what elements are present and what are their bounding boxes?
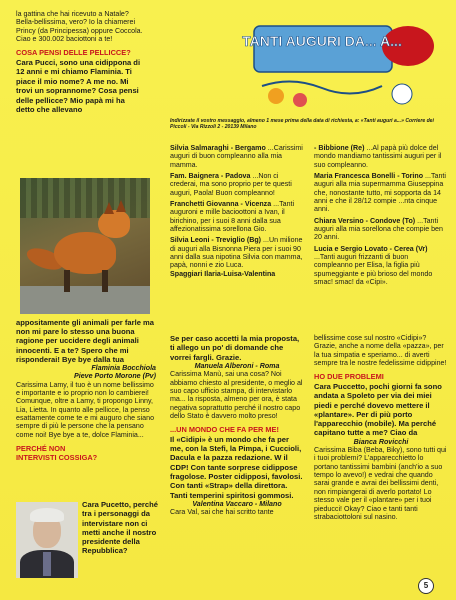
question-problemi: Cara Puccetto, pochi giorni fa sono andata a Spoleto per via dei miei piedi e perché dovevo mettere il «plantare». Per di più porto l'apparecchio (mobile). Ma perché capitano tutte a me? Ciao da (314, 381, 442, 438)
hair (30, 508, 64, 522)
answer-pellicce: Carissima Lamy, il tuo è un nome bellissimo e importante e io proprio non lo cambierei! Comunque, oltre a Lamy, ti propongo Linny, Lia, Lietta. In quanto alle pellicce, la penso esattamente come te e mi auguro che siano sempre di più le persone che la pensano come noi! Bye bye a te, dolce Flaminia... (16, 380, 155, 439)
balloon (268, 88, 284, 104)
signature-manuela: Manuela Alberoni - Roma (194, 361, 280, 370)
question-cossiga-cont: Se per caso accetti la mia proposta, ti allego un po' di domande che vorrei fargli. Grazie. (170, 334, 300, 362)
answer-mondo-cont: bellissime cose sul nostro «Cidipi»? Grazie, anche a nome della «pazza», per la tua simpatia e speriamo... di averti sempre tra le nostre fedelissime cidippine! (314, 334, 447, 368)
fox-body (54, 232, 116, 274)
left-column-top (16, 10, 144, 114)
wish-item: Spaggiari Ilaria-Luisa-Valentina (170, 269, 276, 278)
question-mondo: Il «Cidipi» è un mondo che fa per me, con la Stefi, la Pimpa, i Cuccioli, Dacula e la pazza redazione. W il CDP! Con tante sorprese cidippose fragolose. Poster cidipposi, favolosi. Con tanti «Strap» della direttora. Tanti temperini spiritosi gommosi. (170, 434, 303, 500)
wish-item: Silvia Leoni - Treviglio (Bg) ...Un milione di auguri alla Bisnonna Piera per i suoi 90 anni dalla sua nipotina Silvia con mamma, papà, nonni e zio Luca. (170, 236, 303, 270)
tie (43, 552, 51, 576)
signature-flaminia: Flaminia Bocchiola (91, 364, 156, 373)
page-number: 5 (418, 578, 434, 594)
intro-text: la gattina che hai ricevuto a Natale? Bella-bellissima, vero? Io la chiamerei Princy (da Principessa) oppure Coccola. Ciao e 300.002 baciottoni a te! (16, 10, 143, 44)
signature-bianca: Bianca Rovicchi (353, 437, 409, 446)
wish-item: Maria Francesca Bonelli - Torino ...Tanti auguri alla mia supermamma Giuseppina che, nonostante tutto, mi sopporta da 14 anni e che il 28/12 compie ...nta cinque anni. (314, 172, 446, 214)
wish-item: Silvia Salmaraghi - Bergamo ...Carissimi auguri di buon compleanno alla mia mamma. (170, 144, 303, 169)
signature-location: Pieve Porto Morone (Pv) (74, 372, 156, 381)
fox-head (98, 210, 130, 238)
question-pellicce-cont: appositamente gli animali per farle ma non mi pare lo stesso una buona ragione per uccidere degli animali innocenti. E a te? Spero che mi risponderai! Bye bye dalla tua (16, 318, 154, 364)
middle-column (170, 144, 304, 278)
bottom-right-column (314, 334, 448, 521)
signature-valentina: Valentina Vaccaro - Milano (192, 499, 282, 508)
character-head (392, 84, 412, 104)
heading-cossiga: PERCHÉ NON INTERVISTI COSSIGA? (16, 444, 98, 462)
question-pellicce: Cara Pucci, sono una cidippona di 12 anni e mi chiamo Flaminia. Ti piace il mio nome? A me no. Mi trovi un soprannome? Cosa pensi delle pellicce? Mio papà mi ha detto che allevano (16, 57, 141, 114)
balloon (293, 93, 307, 107)
fox-ear (116, 200, 126, 212)
answer-cossiga: Carissima Manù, sai una cosa? Noi abbiamo chiesto al presidente, o meglio al suo capo ufficio stampa, di intervistarlo ma... la risposta, almeno per ora, è stata negativa soprattutto perché il nostro capo dello Stato è davvero molto preso! (170, 370, 303, 420)
portrait-photo (16, 502, 78, 578)
wish-item: Franchetti Giovanna - Vicenza ...Tanti auguroni e mille bacioottoni a Ivan, il birichino, per i suoi 8 anni dalla sua affezionatissima sorellona Gio. (170, 200, 295, 234)
heading-pellicce: COSA PENSI DELLE PELLICCE? (16, 48, 131, 58)
question-cossiga: Cara Pucetto, perché tra i personaggi da intervistare non ci metti anche il nostro presidente della Repubblica? (82, 500, 158, 556)
wish-item: Chiara Versino - Condove (To) ...Tanti auguri alla mia sorellona che compie ben 20 anni. (314, 216, 443, 242)
wish-item: Lucia e Sergio Lovato - Cerea (Vr) ...Tanti auguri frizzanti di buon compleanno per Elisa, la figlia più spumeggiante e più brioso del mondo smac! smac! da «Cipi». (314, 244, 433, 287)
tanti-auguri-banner (232, 16, 444, 114)
banner-title: TANTI AUGURI DA... A... (242, 33, 402, 49)
fox-leg (64, 270, 70, 292)
answer-mondo: Cara Val, sai che hai scritto tante (170, 508, 274, 517)
wish-item: - Bibbione (Re) ...Al papà più dolce del mondo mandiamo tantissimi auguri per il suo compleanno. (314, 144, 442, 169)
answer-problemi: Carissima Biba (Beba, Biky), sono tutti qui i tuoi problemi? L'apparecchietto lo portano tantissimi bambini (anch'io a suo tempo lo avevo!) e vedrai che quando sarai grande e avrai dei bellissimi denti, non rimpiangerai di averlo portato! Lo stesso vale per il «plantare» per i tuoi pieducci! Okay? Ciao e tanti tanti strabaciottoloni sul nasino. (314, 446, 447, 521)
fox-leg (102, 270, 108, 292)
forest-background (20, 178, 150, 218)
bottom-middle-column (170, 334, 304, 517)
address-instructions: Indirizzate il vostro messaggio, almeno 1 mese prima della data di richiesta, a: «Tanti auguri a...» Corriere dei Piccoli - Via Rizzoli 2 - 20139 Milano (170, 118, 434, 131)
left-column-bottom (16, 318, 156, 470)
fox-photo (20, 178, 150, 314)
wish-item: Fam. Baignera - Padova ...Non ci crederai, ma sono proprio per te questi auguri, Paola! Buon compleanno! (170, 172, 292, 197)
rock (20, 286, 150, 314)
right-column (314, 144, 448, 287)
heading-problemi: HO DUE PROBLEMI (314, 372, 384, 382)
heading-mondo: ...UN MONDO CHE FA PER ME! (170, 425, 279, 435)
fox-ear (104, 202, 114, 214)
